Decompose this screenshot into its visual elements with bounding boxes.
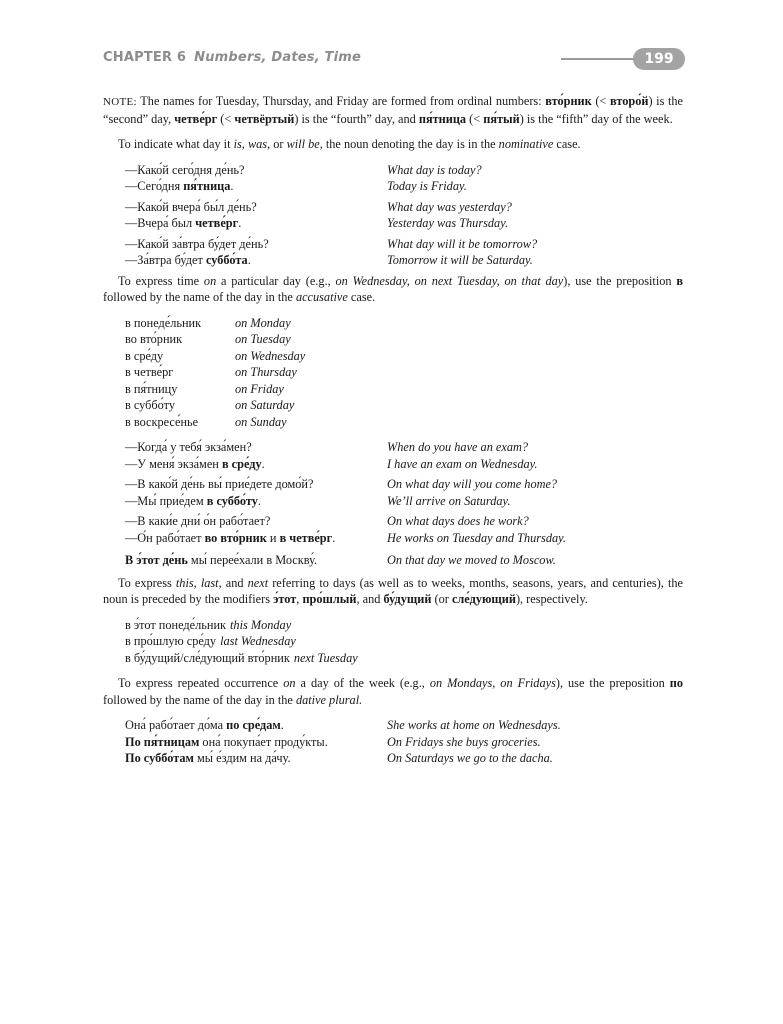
dialog-block-accusative xyxy=(125,439,683,569)
bold-term: в сре́ду xyxy=(221,456,262,471)
text: . xyxy=(332,530,336,545)
bold-term: второ́й xyxy=(610,94,649,108)
text: To indicate what day it xyxy=(118,137,234,151)
russian-day: в воскресе́нье xyxy=(125,414,199,429)
text: a particular day (e.g., xyxy=(216,273,336,288)
bold-term: пя́тница xyxy=(418,111,467,126)
english-line: We’ll arrive on Saturday. xyxy=(387,493,511,508)
dialog-pair xyxy=(125,513,683,546)
english-line: What day is today? xyxy=(387,162,482,177)
russian-line xyxy=(125,456,387,473)
russian-line: —Како́й за́втра бу́дет де́нь? xyxy=(125,236,269,251)
english-phrase: this Monday xyxy=(230,617,292,632)
english-line: She works at home on Wednesdays. xyxy=(387,718,561,732)
english-day: on Sunday xyxy=(235,414,287,429)
bold-term: в xyxy=(676,273,683,288)
day-row xyxy=(125,331,683,348)
text: Она́ рабо́тает до́ма xyxy=(125,718,227,732)
dialog-answer xyxy=(125,178,683,195)
text: . xyxy=(280,718,284,732)
text: To express time xyxy=(118,273,204,288)
italic-term: dative plural. xyxy=(295,692,363,707)
text: —За́втра бу́дет xyxy=(125,253,206,267)
russian-day: в пя́тницу xyxy=(125,381,178,396)
russian-line xyxy=(125,717,387,734)
note-label: NOTE: xyxy=(103,96,137,108)
english-phrase: next Tuesday xyxy=(293,650,358,665)
modifier-row xyxy=(125,650,683,667)
text: ) is the “fourth” day, and xyxy=(294,111,419,126)
modifiers-list xyxy=(125,617,683,667)
english-day: on Thursday xyxy=(235,365,297,379)
dialog-answer xyxy=(125,493,683,510)
text: мы́ перее́хали в Москву́. xyxy=(187,553,318,567)
russian-line: —В каки́е дни́ о́н рабо́тает? xyxy=(125,514,271,528)
dialog-answer xyxy=(125,456,683,473)
english-day: on Tuesday xyxy=(235,332,291,346)
bold-term: четвёртый xyxy=(234,111,295,126)
russian-phrase: в про́шлую сре́ду xyxy=(125,634,217,648)
bold-term: По пя́тницам xyxy=(125,734,200,749)
russian-phrase: в э́тот понеде́льник xyxy=(125,617,227,632)
russian-line: —Како́й сего́дня де́нь? xyxy=(125,162,245,177)
text: referring to days (as well as to weeks, months, seasons, years, and centuries), the noun is preceded by the modifiers xyxy=(103,575,683,606)
text: —Мы́ прие́дем xyxy=(125,493,207,508)
russian-line: —В како́й де́нь вы́ прие́дете домо́й? xyxy=(125,477,314,491)
russian-line xyxy=(125,530,387,547)
english-line: On Fridays she buys groceries. xyxy=(387,734,541,749)
italic-term: is, was, xyxy=(233,137,271,151)
text: ) is the “fifth” day of the week. xyxy=(519,111,673,126)
russian-line xyxy=(125,552,387,569)
dialog-answer xyxy=(125,530,683,547)
english-line: Tomorrow it will be Saturday. xyxy=(387,253,533,267)
text: (< xyxy=(466,111,484,126)
bold-term: по сре́дам xyxy=(226,718,281,732)
russian-day: в четве́рг xyxy=(125,365,174,379)
italic-term: nominative xyxy=(498,137,554,151)
english-line: He works on Tuesday and Thursday. xyxy=(387,530,566,545)
day-row xyxy=(125,315,683,332)
nominative-paragraph xyxy=(103,136,683,153)
example-line xyxy=(125,750,683,767)
text: (< xyxy=(591,94,610,108)
example-pair xyxy=(125,552,683,569)
example-line xyxy=(125,717,683,734)
dialog-question xyxy=(125,236,683,253)
russian-day: в суббо́ту xyxy=(125,398,176,412)
russian-day: в сре́ду xyxy=(125,348,164,363)
russian-line xyxy=(125,750,387,767)
english-day: on Wednesday xyxy=(235,348,306,363)
russian-line: —Когда́ у тебя́ экза́мен? xyxy=(125,440,252,454)
english-line: When do you have an exam? xyxy=(387,440,529,454)
italic-term: this, last, xyxy=(175,575,222,590)
english-line: On that day we moved to Moscow. xyxy=(387,553,556,567)
text: case. xyxy=(347,290,376,304)
english-line: On what days does he work? xyxy=(387,514,529,528)
english-phrase: last Wednesday xyxy=(220,634,296,648)
text: . xyxy=(261,456,265,471)
russian-line xyxy=(125,493,387,510)
english-line: Yesterday was Thursday. xyxy=(387,216,509,230)
bold-term: э́тот xyxy=(273,592,297,606)
dialog-pair xyxy=(125,236,683,269)
bold-term: в суббо́ту xyxy=(206,493,258,508)
example-line xyxy=(125,734,683,751)
dialog-pair xyxy=(125,162,683,195)
header-rule xyxy=(561,58,641,60)
bold-term: в четве́рг xyxy=(279,530,333,545)
example-line xyxy=(125,552,683,569)
text: a day of the week (e.g., xyxy=(295,676,430,690)
text: To express repeated occurrence xyxy=(118,676,284,690)
text: , and xyxy=(356,592,384,606)
russian-phrase: в бу́дущий/сле́дующий вто́рник xyxy=(125,650,290,665)
russian-line xyxy=(125,734,387,751)
page-content xyxy=(103,93,683,767)
dialog-block-nominative xyxy=(125,162,683,269)
text: и xyxy=(266,530,280,545)
dialog-pair xyxy=(125,476,683,509)
text: —Вчера́ был xyxy=(125,216,196,230)
chapter-title: Numbers, Dates, Time xyxy=(194,50,362,65)
page-header xyxy=(103,49,683,69)
dialog-answer xyxy=(125,215,683,232)
italic-term: will be, xyxy=(286,137,323,151)
text: —У меня́ экза́мен xyxy=(125,456,222,471)
text: , xyxy=(296,592,303,606)
text: (or xyxy=(431,592,452,606)
bold-term: бу́дущий xyxy=(383,592,432,606)
bold-term: суббо́та xyxy=(205,253,248,267)
english-line: On Saturdays we go to the dacha. xyxy=(387,751,553,765)
russian-line xyxy=(125,178,387,195)
day-row xyxy=(125,381,683,398)
bold-term: про́шлый xyxy=(302,592,357,606)
text: ), respectively. xyxy=(515,592,588,606)
bold-term: четве́рг xyxy=(195,216,239,230)
repeated-occurrence-examples xyxy=(125,717,683,767)
english-line: What day was yesterday? xyxy=(387,199,512,214)
dialog-pair xyxy=(125,199,683,232)
text: ), use the preposition xyxy=(563,273,677,288)
russian-day: в понеде́льник xyxy=(125,315,202,330)
italic-term: on xyxy=(283,676,296,690)
dative-paragraph xyxy=(103,675,683,708)
bold-term: По суббо́там xyxy=(125,751,194,765)
dialog-question xyxy=(125,513,683,530)
dialog-question xyxy=(125,162,683,179)
italic-term: on Mondays, on Fridays xyxy=(429,676,556,690)
english-line: What day will it be tomorrow? xyxy=(387,236,538,251)
day-row xyxy=(125,348,683,365)
english-day: on Saturday xyxy=(235,398,295,412)
russian-line xyxy=(125,215,387,232)
text: мы́ е́здим на да́чу. xyxy=(193,751,291,765)
dialog-question xyxy=(125,199,683,216)
english-line: Today is Friday. xyxy=(387,179,467,193)
accusative-paragraph xyxy=(103,273,683,306)
russian-line xyxy=(125,252,387,269)
modifiers-paragraph xyxy=(103,575,683,608)
note-paragraph xyxy=(103,93,683,127)
dialog-question xyxy=(125,476,683,493)
text: the noun denoting the day is in the xyxy=(322,137,499,151)
bold-term: во вто́рник xyxy=(204,530,267,545)
italic-term: on Wednesday, on next Tuesday, on that day xyxy=(335,273,564,288)
modifier-row xyxy=(125,633,683,650)
text: To express xyxy=(118,575,176,590)
text: case. xyxy=(553,137,581,151)
text: followed by the name of the day in the xyxy=(103,692,296,707)
day-row xyxy=(125,414,683,431)
text: . xyxy=(257,493,261,508)
bold-term: четве́рг xyxy=(174,111,218,126)
english-day: on Monday xyxy=(235,315,291,330)
italic-term: next xyxy=(247,575,269,590)
bold-term: пя́тый xyxy=(483,111,520,126)
bold-term: вто́рник xyxy=(545,94,592,108)
italic-term: on xyxy=(203,273,217,288)
english-line: I have an exam on Wednesday. xyxy=(387,456,538,471)
bold-term: пя́тница xyxy=(183,179,231,193)
text: (< xyxy=(217,111,235,126)
text: она́ покупа́ет проду́кты. xyxy=(199,734,328,749)
russian-line: —Како́й вчера́ бы́л де́нь? xyxy=(125,199,257,214)
russian-day: во вто́рник xyxy=(125,332,183,346)
dialog-answer xyxy=(125,252,683,269)
text: . xyxy=(230,179,234,193)
text: ) is the “second” day, xyxy=(103,94,683,126)
day-row xyxy=(125,364,683,381)
dialog-pair xyxy=(125,439,683,472)
dialog-question xyxy=(125,439,683,456)
text: and xyxy=(221,575,248,590)
text: . xyxy=(238,216,242,230)
running-head xyxy=(103,50,361,67)
modifier-row xyxy=(125,617,683,634)
bold-term: В э́тот де́нь xyxy=(125,553,188,567)
day-row xyxy=(125,397,683,414)
english-day: on Friday xyxy=(235,381,284,396)
text: The names for Tuesday, Thursday, and Friday are formed from ordinal numbers: xyxy=(136,94,546,108)
days-of-week-list xyxy=(125,315,683,431)
text: —Сего́дня xyxy=(125,179,184,193)
text: ), use the preposition xyxy=(555,676,670,690)
italic-term: accusative xyxy=(295,290,348,304)
text: or xyxy=(270,137,287,151)
text: . xyxy=(247,253,251,267)
chapter-label: CHAPTER 6 xyxy=(103,50,187,65)
english-line: On what day will you come home? xyxy=(387,477,558,491)
page-number: 199 xyxy=(633,48,685,70)
text: —О́н рабо́тает xyxy=(125,530,205,545)
bold-term: по xyxy=(669,676,683,690)
text: followed by the name of the day in the xyxy=(103,290,296,304)
bold-term: сле́дующий xyxy=(451,592,516,606)
